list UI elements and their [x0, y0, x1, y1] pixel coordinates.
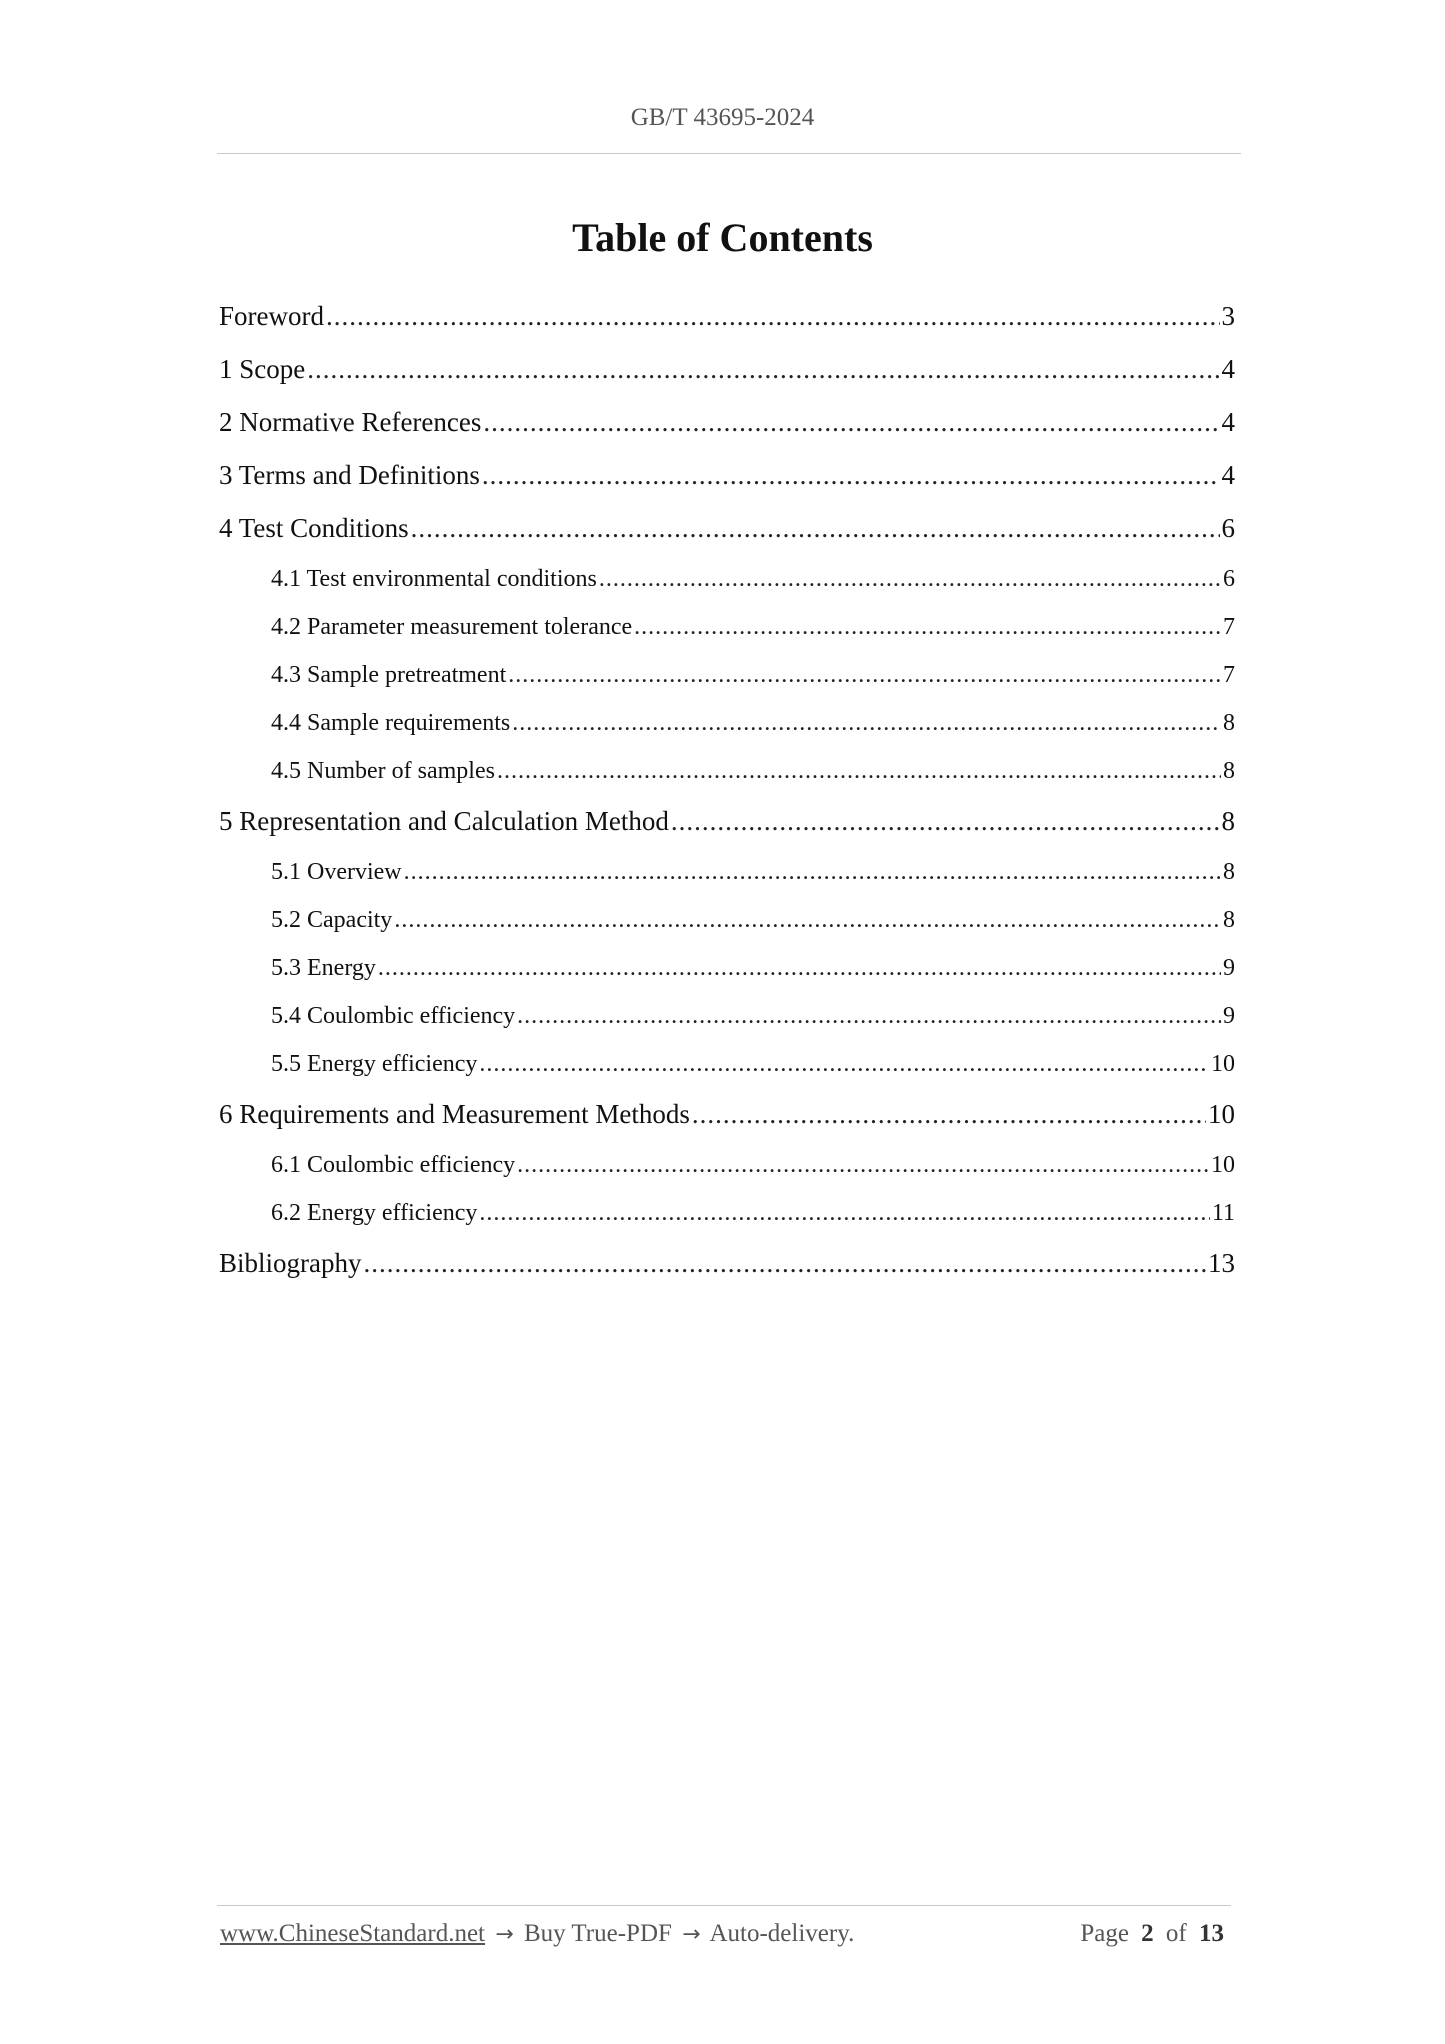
site-link[interactable]: www.ChineseStandard.net [220, 1920, 485, 1947]
toc-entry-label: 2 Normative References [219, 407, 482, 437]
toc-entry-label: 4 Test Conditions [219, 513, 409, 543]
toc-entry-label: 4.4 Sample requirements [271, 710, 511, 736]
toc-dot-leader [364, 1237, 1207, 1290]
toc-entry[interactable] [219, 1237, 1235, 1290]
toc-entry-label: 4.5 Number of samples [271, 758, 495, 784]
arrow-right-icon: → [682, 1922, 701, 1947]
toc-entry[interactable] [219, 896, 1235, 944]
toc-entry[interactable] [219, 795, 1235, 848]
toc-entry[interactable] [219, 747, 1235, 795]
toc-dot-leader [692, 1088, 1206, 1141]
toc-entry-page-number: 7 [1223, 662, 1235, 688]
toc-entry-label: 5.5 Energy efficiency [271, 1051, 478, 1077]
footer [220, 1920, 1230, 1948]
toc-entry[interactable] [219, 848, 1235, 896]
toc-entry-page-number: 8 [1223, 907, 1235, 933]
page-label: Page [1080, 1920, 1129, 1947]
toc-entry[interactable] [219, 396, 1235, 449]
page-indicator [1080, 1920, 1230, 1948]
buy-true-pdf-text: Buy True-PDF [523, 1920, 672, 1947]
toc-entry[interactable] [219, 1189, 1235, 1237]
toc-dot-leader [479, 1189, 1210, 1237]
toc-entry-page-number: 8 [1221, 806, 1235, 836]
toc-dot-leader [517, 992, 1221, 1040]
toc-entry-page-number: 4 [1221, 407, 1235, 437]
toc-entry-label: 5 Representation and Calculation Method [219, 806, 669, 836]
toc-dot-leader [671, 795, 1220, 848]
toc-entry-page-number: 8 [1223, 859, 1235, 885]
arrow-right-icon: → [495, 1922, 514, 1947]
toc-entry-label: 4.2 Parameter measurement tolerance [271, 614, 633, 640]
toc-dot-leader [411, 502, 1220, 555]
toc-entry-label: 5.3 Energy [271, 955, 376, 981]
toc-entry-label: 3 Terms and Definitions [219, 460, 480, 490]
toc-entry[interactable] [219, 1040, 1235, 1088]
toc-dot-leader [404, 848, 1221, 896]
toc-entry-page-number: 9 [1223, 1003, 1235, 1029]
toc-entry-label: Bibliography [219, 1248, 362, 1278]
toc-entry-page-number: 6 [1221, 513, 1235, 543]
toc-entry-page-number: 10 [1211, 1152, 1235, 1178]
toc-dot-leader [394, 896, 1221, 944]
toc-entry-page-number: 11 [1211, 1200, 1235, 1226]
toc-entry-page-number: 10 [1208, 1099, 1235, 1129]
toc-entry[interactable] [219, 944, 1235, 992]
toc-entry[interactable] [219, 449, 1235, 502]
toc-entry-page-number: 6 [1223, 566, 1235, 592]
toc-entry-page-number: 7 [1223, 614, 1235, 640]
of-label: of [1165, 1920, 1187, 1947]
toc-heading: Table of Contents [572, 215, 873, 260]
toc-dot-leader [508, 651, 1221, 699]
toc-dot-leader [512, 699, 1221, 747]
toc-entry-page-number: 4 [1221, 460, 1235, 490]
toc-dot-leader [517, 1141, 1209, 1189]
toc-entry-label: 5.4 Coulombic efficiency [271, 1003, 516, 1029]
toc-dot-leader [634, 603, 1221, 651]
toc-entry[interactable] [219, 290, 1235, 343]
header-divider [217, 153, 1241, 154]
toc-dot-leader [482, 449, 1220, 502]
auto-delivery-text: Auto-delivery. [709, 1920, 855, 1947]
toc-dot-leader [326, 290, 1220, 343]
current-page-number: 2 [1141, 1920, 1154, 1947]
toc-entry[interactable] [219, 555, 1235, 603]
toc-entry-page-number: 4 [1221, 354, 1235, 384]
toc-entry-page-number: 9 [1223, 955, 1235, 981]
toc-entry[interactable] [219, 1141, 1235, 1189]
toc-entry-label: 1 Scope [219, 354, 306, 384]
toc-entry-page-number: 13 [1208, 1248, 1235, 1278]
toc-dot-leader [479, 1040, 1209, 1088]
toc-entry[interactable] [219, 992, 1235, 1040]
toc-dot-leader [599, 555, 1221, 603]
footer-divider [217, 1905, 1231, 1906]
footer-promo [220, 1920, 854, 1948]
toc-entry-label: 6.2 Energy efficiency [271, 1200, 478, 1226]
toc-entry-label: 5.1 Overview [271, 859, 402, 885]
toc-entry-page-number: 10 [1211, 1051, 1235, 1077]
toc-entry-label: Foreword [219, 301, 324, 331]
document-id-header: GB/T 43695-2024 [630, 104, 815, 131]
toc-entry-page-number: 3 [1221, 301, 1235, 331]
toc-entry-page-number: 8 [1223, 758, 1235, 784]
toc-dot-leader [483, 396, 1219, 449]
toc-entry-label: 6 Requirements and Measurement Methods [219, 1099, 690, 1129]
toc-entry-label: 5.2 Capacity [271, 907, 393, 933]
toc-entry-label: 6.1 Coulombic efficiency [271, 1152, 516, 1178]
toc-entry[interactable] [219, 502, 1235, 555]
table-of-contents [219, 290, 1235, 1290]
toc-entry-label: 4.1 Test environmental conditions [271, 566, 597, 592]
toc-entry-label: 4.3 Sample pretreatment [271, 662, 507, 688]
toc-dot-leader [497, 747, 1221, 795]
toc-dot-leader [378, 944, 1221, 992]
toc-entry[interactable] [219, 343, 1235, 396]
toc-entry[interactable] [219, 651, 1235, 699]
toc-dot-leader [307, 343, 1219, 396]
total-pages-number: 13 [1199, 1920, 1224, 1947]
toc-entry-page-number: 8 [1223, 710, 1235, 736]
toc-entry[interactable] [219, 699, 1235, 747]
toc-entry[interactable] [219, 603, 1235, 651]
toc-entry[interactable] [219, 1088, 1235, 1141]
